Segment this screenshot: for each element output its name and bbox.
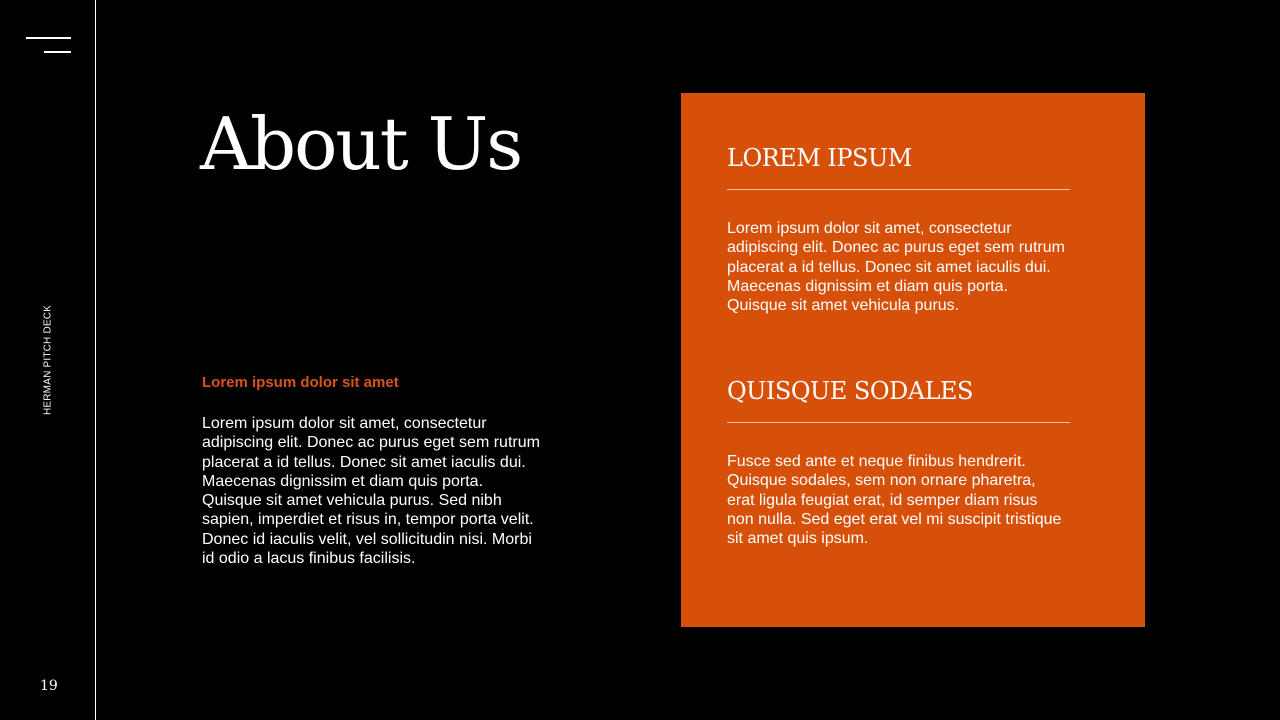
panel-heading-quisque-sodales: QUISQUE SODALES: [727, 377, 973, 405]
panel-heading-lorem-ipsum: LOREM IPSUM: [727, 144, 912, 172]
sidebar: [0, 0, 96, 720]
section-body-text: Lorem ipsum dolor sit amet, consectetur adipiscing elit. Donec ac purus eget sem rutrum placerat a id tellus. Donec sit amet iaculis dui. Maecenas dignissim et diam quis porta. Quisque sit amet vehicula purus. Sed nibh sapien, imperdiet et risus in, tempor porta velit. Donec id iaculis velit, vel sollicitudin nisi. Morbi id odio a lacus finibus facilisis.: [202, 415, 540, 568]
panel-body-quisque-sodales: Fusce sed ante et neque finibus hendrerit. Quisque sodales, sem non ornare pharetra, erat ligula feugiat erat, id semper diam risus non nulla. Sed eget erat vel mi suscipit tristique sit amet quis ipsum.: [727, 453, 1062, 548]
panel-divider: [727, 189, 1070, 190]
section-subheading: Lorem ipsum dolor sit amet: [202, 374, 399, 391]
panel-body-lorem-ipsum: Lorem ipsum dolor sit amet, consectetur adipiscing elit. Donec ac purus eget sem rutrum placerat a id tellus. Donec sit amet iaculis dui. Maecenas dignissim et diam quis porta. Quisque sit amet vehicula purus.: [727, 220, 1065, 315]
info-panel: [681, 93, 1145, 627]
menu-bar-top: [26, 37, 71, 39]
page-title: About Us: [200, 102, 522, 186]
panel-divider: [727, 422, 1070, 423]
hamburger-menu-icon[interactable]: [26, 37, 72, 55]
page-number: 19: [40, 678, 58, 694]
deck-label: HERMAN PITCH DECK: [42, 304, 54, 416]
menu-bar-bottom: [44, 51, 71, 53]
